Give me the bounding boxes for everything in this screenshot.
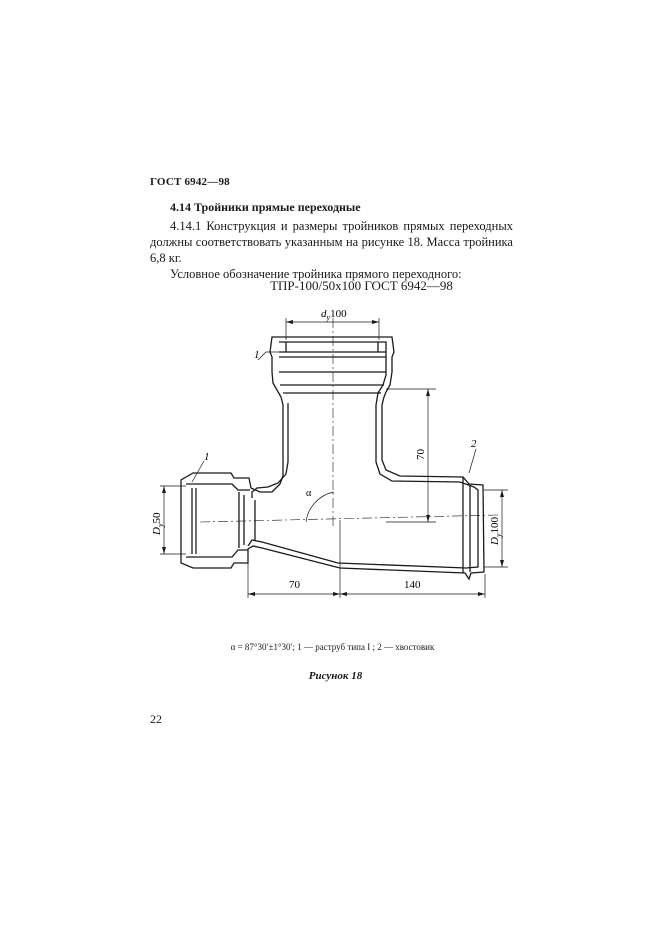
document-header: ГОСТ 6942—98 [150,176,230,188]
section-title: 4.14 Тройники прямые переходные [170,200,361,214]
paragraph-1: 4.14.1 Конструкция и размеры тройников прямых переходных должны соответствовать указанным на рисунке 18. Масса тройника 6,8 кг. [150,219,513,265]
top-diameter-label: $d_y100$ [321,308,347,322]
paragraph-2: Условное обозначение тройника прямого переходного: [170,267,462,281]
designation-text: ТПР-100/50х100 ГОСТ 6942—98 [270,278,453,293]
top-socket-outline [181,337,484,579]
angle-label: α [306,488,312,499]
height-dimension-label: 70 [415,449,427,460]
leader-2-label: 2 [471,438,477,450]
left-diameter-label: $D_y50$ [151,512,165,535]
left-length-label: 70 [289,579,300,591]
leader-1-left-label: 1 [204,451,210,463]
leader-1-top-label: 1 [254,349,260,361]
figure-title-text: Рисунок 18 [308,670,363,682]
figure-caption-text: α = 87°30′±1°30′; 1 — раструб типа I ; 2 — хвостовик [230,642,435,652]
page-number: 22 [150,712,162,726]
right-diameter-label: $D_y100$ [489,516,503,545]
figure-caption [0,642,661,652]
right-length-label: 140 [404,579,421,591]
leader-1-left [192,461,204,482]
leader-2 [469,449,476,473]
figure-title [0,670,661,682]
